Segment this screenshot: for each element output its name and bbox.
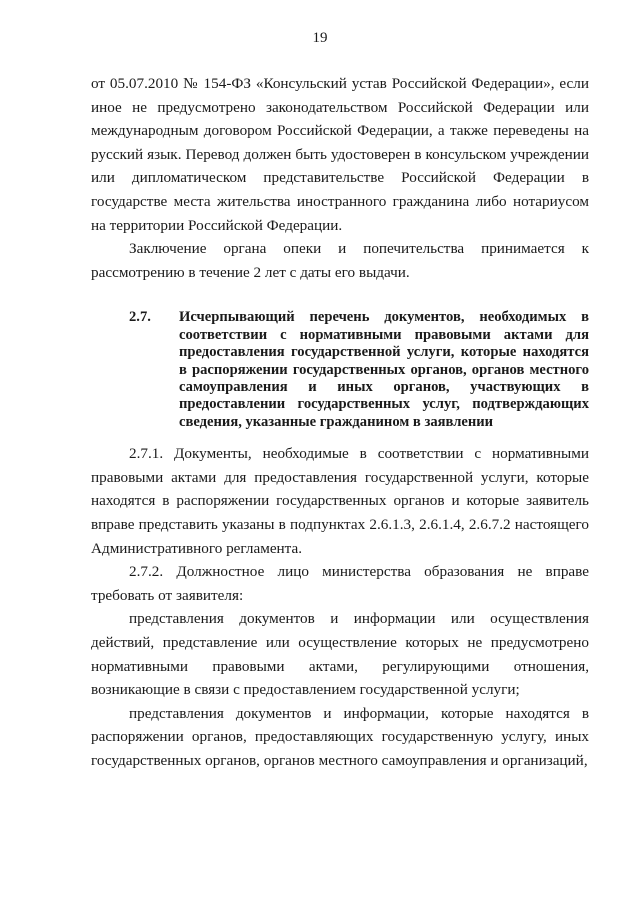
list-item-paragraph: представления документов и информации, которые находятся в распоряжении органов, предоставляющих государственную услугу, иных государственных органов, органов местного самоуправления и организаций,: [91, 704, 589, 769]
page-number: 19: [312, 30, 328, 46]
paragraph-conclusion: Заключение органа опеки и попечительства принимается к рассмотрению в течение 2 лет с даты его выдачи.: [91, 240, 589, 281]
paragraph-2-7-1: 2.7.1. Документы, необходимые в соответствии с нормативными правовыми актами для предоставления государственной услуги, которые находятся в распоряжении государственных органов и которые заявитель вправе представить указаны в подпунктах 2.6.1.3, 2.6.1.4, 2.6.7.2 настоящего Административного регламента.: [91, 445, 589, 557]
section-number: 2.7.: [129, 309, 151, 326]
document-body: [91, 72, 589, 773]
list-item-paragraph: представления документов и информации или осуществления действий, представление или осуществление которых не предусмотрено нормативными правовыми актами, регулирующими отношения, возникающие в связи с предоставлением государственной услуги;: [91, 610, 589, 699]
paragraph-continuation: от 05.07.2010 № 154-ФЗ «Консульский устав Российской Федерации», если иное не предусмотрено законодательством Российской Федерации или международным договором Российской Федерации, а также переведены на русский язык. Перевод должен быть удостоверен в консульском учреждении или дипломатическом представительстве Российской Федерации в государстве места жительства иностранного гражданина либо нотариусом на территории Российской Федерации.: [91, 75, 589, 234]
paragraph-2-7-2: 2.7.2. Должностное лицо министерства образования не вправе требовать от заявителя:: [91, 563, 589, 604]
section-title: Исчерпывающий перечень документов, необходимых в соответствии с нормативными правовыми актами для предоставления государственной услуги, которые находятся в распоряжении государственных органов, органов местного самоуправления и иных органов, участвующих в предоставлении государственных услуг, подтверждающих сведения, указанные гражданином в заявлении: [179, 309, 589, 430]
section-heading: [91, 309, 589, 431]
